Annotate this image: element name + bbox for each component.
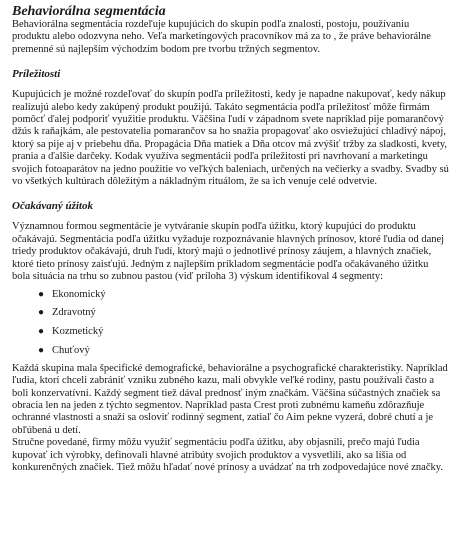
bullet-icon: ● — [38, 344, 45, 356]
section-title: Behaviorálna segmentácia — [12, 4, 166, 19]
occasion-paragraph: Kupujúcich je možné rozdeľovať do skupín podľa príležitosti, kedy je napadne nakupovať, kedy nákup realizujú alebo kedy zakúpený produkt použijú. Takáto segmentácia podľa príležitosť môže firmám pomôcť ďalej podporiť využitie produktu. Väčšina ľudí v západnom svete napríklad pije pomarančový džús k raňajkám, ale pestovatelia pomarančov sa ho snažia propagovať ako osviežujúcí chladivý nápoj, ktorý sa pije aj v priebehu dňa. Propagácia Dňa matiek a Dňa otcov má zvýšiť tržby za sladkosti, kvety, prania a ďalšie darčeky. Kodak využíva segmentácii podľa príležitosti pri navrhovaní a marketingu svojich fotoaparátov na jedno použitie vo veľkých baleniach, určených na večierky a svadby. Svadby sú vo všetkých kultúrach dôležitým a nákladným rituálom, že sa ich venuje celé odvetvie. — [12, 89, 449, 188]
benefit-paragraph: Významnou formou segmentácie je vytváranie skupín podľa úžitku, ktorý kupujúci do produktu očakávajú. Segmentácia podľa úžitku vyžaduje rozpoznávanie hlavných prínosov, ktoré ľudia od danej triedy produktov očakávajú, druh ľudí, ktorý majú o jednotlivé prínosy záujem, a hlavných značiek, ktoré tieto prínosy zaisťujú. Jedným z najlepším príkladom segmentácie podľa očakávaného úžitku bola situácia na trhu so zubnou pastou (viď príloha 3) výskum identifikoval 4 segmenty: — [12, 221, 445, 283]
list-item — [38, 325, 449, 338]
intro-paragraph: Behaviorálna segmentácia rozdeľuje kupujúcich do skupín podľa znalosti, postoju, používaniu produktu alebo odozvyna neho. Veľa marketingových pracovníkov má za to , že práve behaviorálne premenné sú najlepším východzím bodom pre tvorbu tržných segmentov. — [12, 19, 431, 55]
occasion-heading: Príležitosti — [12, 68, 61, 81]
segment-label: Chuťový — [52, 344, 90, 356]
segment-list — [12, 288, 449, 358]
list-item — [38, 306, 449, 319]
bullet-icon: ● — [38, 288, 45, 300]
list-item — [38, 288, 449, 301]
bullet-icon: ● — [38, 307, 45, 319]
segment-label: Zdravotný — [52, 307, 96, 319]
list-item — [38, 344, 449, 357]
benefit-heading: Očakávaný úžitok — [12, 200, 93, 213]
summary-paragraph: Stručne povedané, firmy môžu využiť segmentáciu podľa úžitku, aby objasnili, prečo majú ľudia kupovať ich výrobky, definovali hlavné atribúty svojich produktov a vysvetlili, ako sa líšia od konkurenčných značiek. Tiež môžu hľadať nové prínosy a uvádzať na trh zodpovedajúce nové značky. — [12, 437, 443, 473]
bullet-icon: ● — [38, 326, 45, 338]
segment-label: Kozmetický — [52, 326, 104, 338]
segment-label: Ekonomický — [52, 288, 106, 300]
characteristics-paragraph: Každá skupina mala špecifické demografické, behaviorálne a psychografické charakteristiky. Napríklad ľudia, ktorí chceli zabrániť vzniku zubného kazu, mali obvykle veľké rodiny, pastu používali často a boli konzervatívni. Každý segment tiež dával prednosť iným značkám. Väčšina súčastných značiek sa obracia len na jeden z týchto segmentov. Napríklad pasta Crest proti zubnému kameňu zdôrazňuje ochranné vlastnosti a snaží sa osloviť rodinný segment, zatiaľ čo Aim pekne vyzerá, dobré chutí a je obľúbená u detí. — [12, 362, 448, 436]
